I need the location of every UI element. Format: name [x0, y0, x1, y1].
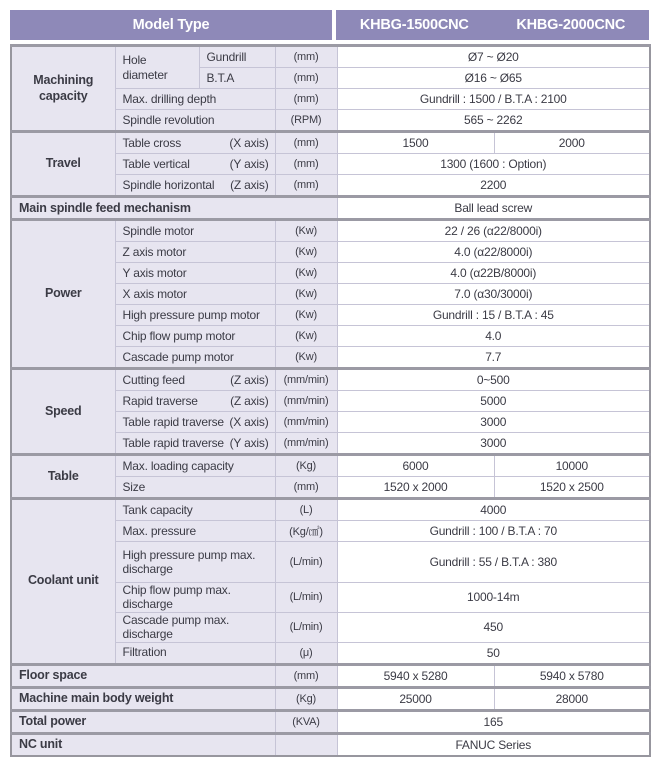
- total-power-label: Total power: [11, 710, 275, 733]
- unit-cell: (Kw): [275, 305, 337, 326]
- category-label: Power: [44, 286, 82, 301]
- spec-name: Y axis motor: [115, 263, 275, 284]
- unit-cell: (mm/min): [275, 391, 337, 412]
- category-label: Speed: [44, 403, 82, 418]
- category-speed: [11, 369, 115, 455]
- category-coolant: [11, 499, 115, 665]
- model-columns-header: [336, 10, 649, 40]
- spec-body-table: [10, 44, 651, 757]
- spec-name: Max. loading capacity: [115, 455, 275, 477]
- spec-name-text: Table cross: [122, 135, 181, 150]
- spec-name: High pressure pump max. discharge: [115, 542, 275, 583]
- table-row: [11, 664, 650, 687]
- spec-subname: Gundrill: [199, 46, 275, 68]
- table-row: [11, 499, 650, 521]
- spec-name: High pressure pump motor: [115, 305, 275, 326]
- unit-cell: (Kg): [275, 687, 337, 710]
- spec-value: 1000-14m: [337, 583, 650, 613]
- spec-name: [115, 154, 275, 175]
- unit-cell: (RPM): [275, 110, 337, 132]
- spec-name: [115, 175, 275, 197]
- axis-label: (Z axis): [230, 393, 269, 408]
- spec-name: Spindle revolution: [115, 110, 275, 132]
- table-row: [11, 455, 650, 477]
- axis-label: (Z axis): [230, 372, 269, 387]
- spec-name-text: Cutting feed: [122, 372, 185, 387]
- spec-name: Max. drilling depth: [115, 89, 275, 110]
- spec-value-model2: 2000: [494, 132, 650, 154]
- spec-name-text: Table vertical: [122, 156, 190, 171]
- spec-name-text: Table rapid traverse: [122, 435, 224, 450]
- unit-cell: (L/min): [275, 612, 337, 642]
- spec-value-model1: 5940 x 5280: [337, 664, 494, 687]
- spec-value: Gundrill : 15 / B.T.A : 45: [337, 305, 650, 326]
- spec-value: Ø7 ~ Ø20: [337, 46, 650, 68]
- unit-cell: (KVA): [275, 710, 337, 733]
- spec-name-text: Table rapid traverse: [122, 414, 224, 429]
- category-label: Coolant unit: [27, 573, 99, 588]
- spec-name: Tank capacity: [115, 499, 275, 521]
- axis-label: (Z axis): [230, 177, 269, 192]
- body-weight-label: Machine main body weight: [11, 687, 275, 710]
- spec-value: 5000: [337, 391, 650, 412]
- floor-space-label: Floor space: [11, 664, 275, 687]
- unit-cell: (Kw): [275, 347, 337, 369]
- model-1-header: KHBG-1500CNC: [359, 17, 469, 33]
- table-row: [11, 687, 650, 710]
- unit-cell: (Kg/㎠): [275, 521, 337, 542]
- category-label: Machining capacity: [33, 72, 94, 103]
- unit-cell: (L/min): [275, 542, 337, 583]
- spec-value: FANUC Series: [337, 733, 650, 756]
- spec-value: 3000: [337, 433, 650, 455]
- spec-name-text: Rapid traverse: [122, 393, 198, 408]
- category-label: Table: [47, 468, 79, 483]
- spec-name-text: Spindle horizontal: [122, 177, 215, 192]
- spec-value-model2: 5940 x 5780: [494, 664, 650, 687]
- unit-cell: (μ): [275, 642, 337, 664]
- spec-name: Size: [115, 477, 275, 499]
- spec-value: 2200: [337, 175, 650, 197]
- spec-value: Ø16 ~ Ø65: [337, 68, 650, 89]
- spec-name: X axis motor: [115, 284, 275, 305]
- spec-value: 450: [337, 612, 650, 642]
- unit-cell: (mm/min): [275, 412, 337, 433]
- spec-value-model1: 6000: [337, 455, 494, 477]
- spec-name: Max. pressure: [115, 521, 275, 542]
- spec-value: Ball lead screw: [337, 197, 650, 220]
- category-travel: [11, 132, 115, 197]
- spec-value: 0~500: [337, 369, 650, 391]
- unit-cell: (mm/min): [275, 433, 337, 455]
- axis-label: (X axis): [229, 414, 269, 429]
- spec-value-model1: 1500: [337, 132, 494, 154]
- table-row: [11, 46, 650, 68]
- table-row: [11, 220, 650, 242]
- spec-table: [10, 10, 649, 757]
- table-row: [11, 733, 650, 756]
- spec-name: Chip flow pump motor: [115, 326, 275, 347]
- table-row: [11, 369, 650, 391]
- unit-cell: (Kw): [275, 242, 337, 263]
- unit-cell: (Kg): [275, 455, 337, 477]
- spec-name: Filtration: [115, 642, 275, 664]
- spec-value: 3000: [337, 412, 650, 433]
- spec-name: Spindle motor: [115, 220, 275, 242]
- category-table: [11, 455, 115, 499]
- spec-name: [115, 412, 275, 433]
- unit-cell: (mm/min): [275, 369, 337, 391]
- unit-cell: [275, 733, 337, 756]
- unit-cell: (mm): [275, 89, 337, 110]
- spec-name: [115, 433, 275, 455]
- unit-cell: (L): [275, 499, 337, 521]
- spec-value: Gundrill : 55 / B.T.A : 380: [337, 542, 650, 583]
- spec-value-model2: 28000: [494, 687, 650, 710]
- category-label: Travel: [45, 156, 81, 171]
- spec-name: [115, 132, 275, 154]
- unit-cell: (mm): [275, 175, 337, 197]
- spec-name: [115, 391, 275, 412]
- spec-value: 4.0 (α22B/8000i): [337, 263, 650, 284]
- model-type-header: Model Type: [10, 10, 332, 40]
- unit-cell: (mm): [275, 46, 337, 68]
- table-row: [11, 132, 650, 154]
- feed-mechanism-label: Main spindle feed mechanism: [11, 197, 337, 220]
- spec-value: 22 / 26 (α22/8000i): [337, 220, 650, 242]
- table-row: [11, 197, 650, 220]
- spec-name: [115, 369, 275, 391]
- unit-cell: (mm): [275, 477, 337, 499]
- spec-name: Hole diameter: [115, 46, 199, 89]
- unit-cell: (mm): [275, 664, 337, 687]
- spec-value: 50: [337, 642, 650, 664]
- unit-cell: (L/min): [275, 583, 337, 613]
- spec-name: Z axis motor: [115, 242, 275, 263]
- spec-name: Cascade pump max. discharge: [115, 612, 275, 642]
- spec-value: 7.0 (α30/3000i): [337, 284, 650, 305]
- unit-cell: (Kw): [275, 284, 337, 305]
- spec-value: 565 ~ 2262: [337, 110, 650, 132]
- unit-cell: (Kw): [275, 263, 337, 284]
- unit-cell: (mm): [275, 68, 337, 89]
- axis-label: (Y axis): [229, 435, 269, 450]
- unit-cell: (Kw): [275, 326, 337, 347]
- model-2-header: KHBG-2000CNC: [516, 17, 626, 33]
- spec-value-model1: 25000: [337, 687, 494, 710]
- unit-cell: (mm): [275, 132, 337, 154]
- spec-value: Gundrill : 1500 / B.T.A : 2100: [337, 89, 650, 110]
- table-header-row: [10, 10, 649, 40]
- nc-unit-label: NC unit: [11, 733, 275, 756]
- unit-cell: (Kw): [275, 220, 337, 242]
- spec-subname: B.T.A: [199, 68, 275, 89]
- spec-value-model1: 1520 x 2000: [337, 477, 494, 499]
- spec-value: 1300 (1600 : Option): [337, 154, 650, 175]
- spec-value-model2: 10000: [494, 455, 650, 477]
- spec-name: Cascade pump motor: [115, 347, 275, 369]
- spec-value: 4000: [337, 499, 650, 521]
- spec-value: 4.0: [337, 326, 650, 347]
- category-power: [11, 220, 115, 369]
- unit-cell: (mm): [275, 154, 337, 175]
- spec-value-model2: 1520 x 2500: [494, 477, 650, 499]
- table-row: [11, 710, 650, 733]
- axis-label: (X axis): [229, 135, 269, 150]
- spec-value: 165: [337, 710, 650, 733]
- category-machining: [11, 46, 115, 132]
- spec-value: Gundrill : 100 / B.T.A : 70: [337, 521, 650, 542]
- spec-value: 7.7: [337, 347, 650, 369]
- spec-value: 4.0 (α22/8000i): [337, 242, 650, 263]
- spec-name: Chip flow pump max. discharge: [115, 583, 275, 613]
- axis-label: (Y axis): [229, 156, 269, 171]
